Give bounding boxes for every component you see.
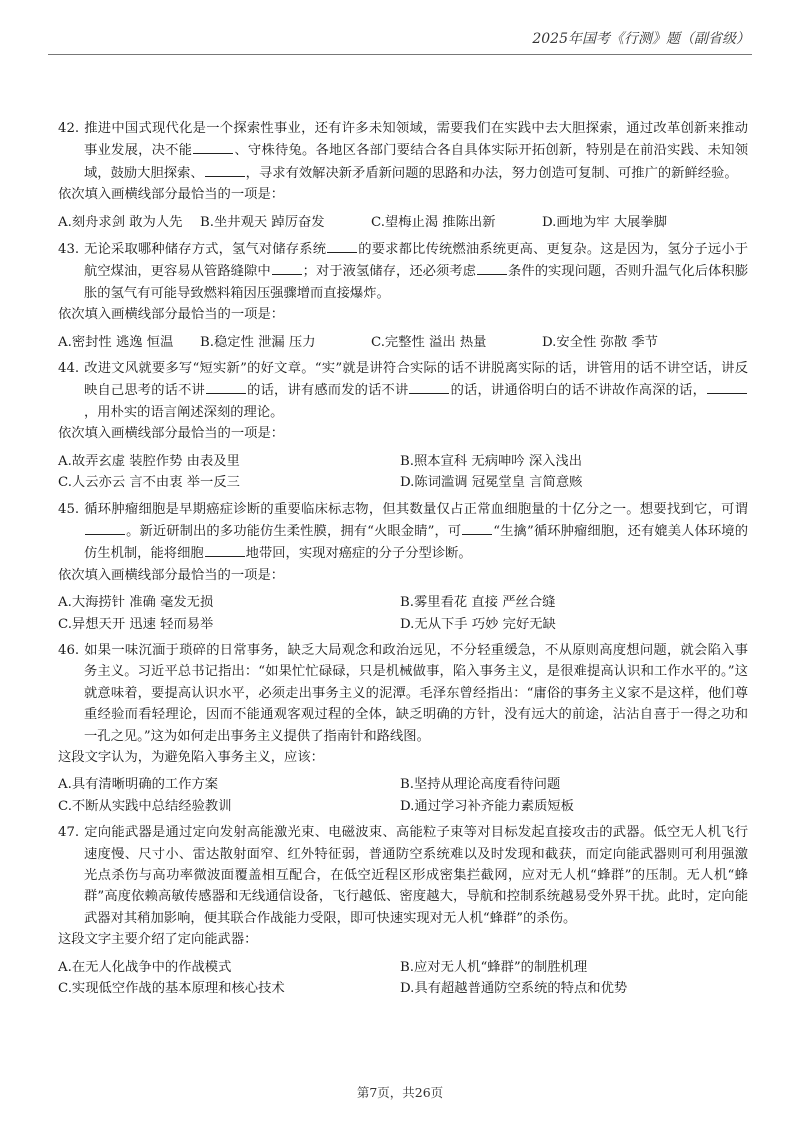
- question-number: 45.: [58, 501, 80, 517]
- question-number: 44.: [58, 361, 80, 377]
- question-45: [58, 499, 748, 635]
- answer-blank: [409, 379, 449, 394]
- option-group: [58, 592, 748, 635]
- option-b: B.坚持从理论高度看待问题: [400, 777, 561, 793]
- question-47: [58, 822, 748, 999]
- option-d: D.陈词滥调 冠冕堂皇 言简意赅: [400, 475, 583, 491]
- answer-blank: [205, 162, 245, 177]
- option-group: [58, 332, 748, 353]
- answer-blank: [707, 379, 747, 394]
- option-c: C.人云亦云 言不由衷 举一反三: [58, 475, 240, 491]
- page-header-title: 2025年国考《行测》题（副省级）: [532, 31, 750, 47]
- option-c: C.完整性 溢出 热量: [371, 334, 487, 350]
- answer-blank: [272, 260, 302, 275]
- question-prompt: 依次填入画横线部分最恰当的一项是：: [58, 567, 285, 583]
- option-a: A.故弄玄虚 装腔作势 由表及里: [58, 453, 240, 469]
- option-c: C.异想天开 迅速 轻而易举: [58, 616, 214, 632]
- question-prompt: 依次填入画横线部分最恰当的一项是：: [58, 426, 285, 442]
- question-prompt: 这段文字认为，为避免陷入事务主义，应该：: [58, 749, 324, 765]
- question-number: 47.: [58, 825, 80, 841]
- option-c: C.望梅止渴 推陈出新: [371, 214, 496, 230]
- option-d: D.画地为牢 大展拳脚: [542, 214, 668, 230]
- option-d: D.无从下手 巧妙 完好无缺: [400, 616, 556, 632]
- answer-blank: [477, 260, 507, 275]
- answer-blank: [193, 139, 233, 154]
- answer-blank: [205, 542, 245, 557]
- page-footer: 第7页，共26页: [356, 1085, 444, 1100]
- answer-blank: [85, 520, 125, 535]
- option-b: B.照本宣科 无病呻吟 深入浅出: [400, 453, 583, 469]
- answer-blank: [327, 238, 357, 253]
- question-number: 46.: [58, 642, 80, 658]
- option-d: D.通过学习补齐能力素质短板: [400, 798, 574, 814]
- question-prompt: 依次填入画横线部分最恰当的一项是：: [58, 187, 285, 203]
- option-a: A.密封性 逃逸 恒温: [58, 334, 174, 350]
- option-b: B.应对无人机“蜂群”的制胜机理: [400, 959, 588, 975]
- option-d: D.安全性 弥散 季节: [542, 334, 658, 350]
- option-b: B.稳定性 泄漏 压力: [200, 334, 316, 350]
- question-prompt: 依次填入画横线部分最恰当的一项是：: [58, 307, 285, 323]
- question-stem: 44. 改进文风就要多写“短实新”的好文章。“实”就是讲符合实际的话不讲脱离实际的话，讲管用的话不讲空话，讲反映自己思考的话不讲 的话，讲有感而发的话不讲 的话，讲通俗明白的话不讲故作高深的话，，用朴实的语言阐述深刻的理论。: [58, 358, 748, 423]
- question-46: [58, 640, 748, 817]
- option-b: B.雾里看花 直接 严丝合缝: [400, 595, 556, 611]
- option-group: [58, 212, 748, 233]
- option-group: [58, 451, 748, 494]
- option-group: [58, 774, 748, 817]
- question-number: 43.: [58, 242, 80, 258]
- option-group: [58, 957, 748, 1000]
- option-a: A.具有清晰明确的工作方案: [58, 777, 219, 793]
- question-stem: 45. 循环肿瘤细胞是早期癌症诊断的重要临床标志物，但其数量仅占正常血细胞量的十亿分之一。想要找到它，可谓。新近研制出的多功能仿生柔性膜，拥有“火眼金睛”，可 “生擒”循环肿瘤细胞，还有媲美人体环境的仿生机制，能将细胞 地带回，实现对癌症的分子分型诊断。: [58, 499, 748, 565]
- question-42: [58, 118, 748, 233]
- option-a: A.刻舟求剑 敢为人先: [58, 214, 183, 230]
- question-stem: 46. 如果一味沉湎于琐碎的日常事务，缺乏大局观念和政治远见，不分轻重缓急，不从原则高度想问题，就会陷入事务主义。习近平总书记指出：“如果忙忙碌碌，只是机械做事，陷入事务主义，是很难提高认识和工作水平的。”这就意味着，要提高认识水平，必须走出事务主义的泥潭。毛泽东曾经指出：“庸俗的事务主义家不是这样，他们尊重经验而看轻理论，因而不能通观客观过程的全体，缺乏明确的方针，没有远大的前途，沾沾自喜于一得之功和一孔之见。”这为如何走出事务主义提供了指南针和路线图。: [58, 640, 748, 747]
- question-43: [58, 238, 748, 353]
- option-b: B.坐井观天 踔厉奋发: [200, 214, 325, 230]
- option-d: D.具有超越普通防空系统的特点和优势: [400, 981, 628, 997]
- question-stem: 47. 定向能武器是通过定向发射高能激光束、电磁波束、高能粒子束等对目标发起直接攻击的武器。低空无人机飞行速度慢、尺寸小、雷达散射面窄、红外特征弱，普通防空系统难以及时发现和截获，而定向能武器则可利用强激光点杀伤与高功率微波面覆盖相互配合，在低空近程区形成密集拦截网，应对无人机“蜂群”的压制。无人机“蜂群”高度依赖高敏传感器和无线通信设备，飞行越低、密度越大，导航和控制系统越易受外界干扰。此时，定向能武器对其稍加影响，便其联合作战能力受限，即可快速实现对无人机“蜂群”的杀伤。: [58, 822, 748, 929]
- question-44: [58, 358, 748, 493]
- option-a: A.在无人化战争中的作战模式: [58, 959, 232, 975]
- option-a: A.大海捞针 准确 毫发无损: [58, 595, 214, 611]
- header-divider: [48, 54, 752, 55]
- question-stem: 43. 无论采取哪种储存方式，氢气对储存系统 的要求都比传统燃油系统更高、更复杂。这是因为，氢分子远小于航空煤油，更容易从管路缝隙中 ；对于液氢储存，还必须考虑 条件的实现问题，否则升温气化后体积膨胀的氢气有可能导致燃料箱因压强骤增而直接爆炸。: [58, 238, 748, 304]
- answer-blank: [462, 520, 492, 535]
- option-c: C.不断从实践中总结经验教训: [58, 798, 232, 814]
- question-number: 42.: [58, 121, 80, 136]
- question-stem: 42. 推进中国式现代化是一个探索性事业，还有许多未知领域，需要我们在实践中去大胆探索，通过改革创新来推动事业发展，决不能 、守株待兔。各地区各部门要结合各自具体实际开拓创新，特别是在前沿实践、未知领域，鼓励大胆探索、 ，寻求有效解决新矛盾新问题的思路和办法，努力创造可复制、可推广的新鲜经验。: [58, 118, 748, 184]
- question-prompt: 这段文字主要介绍了定向能武器：: [58, 932, 258, 948]
- question-list: [58, 118, 748, 1004]
- option-c: C.实现低空作战的基本原理和核心技术: [58, 981, 285, 997]
- answer-blank: [206, 379, 246, 394]
